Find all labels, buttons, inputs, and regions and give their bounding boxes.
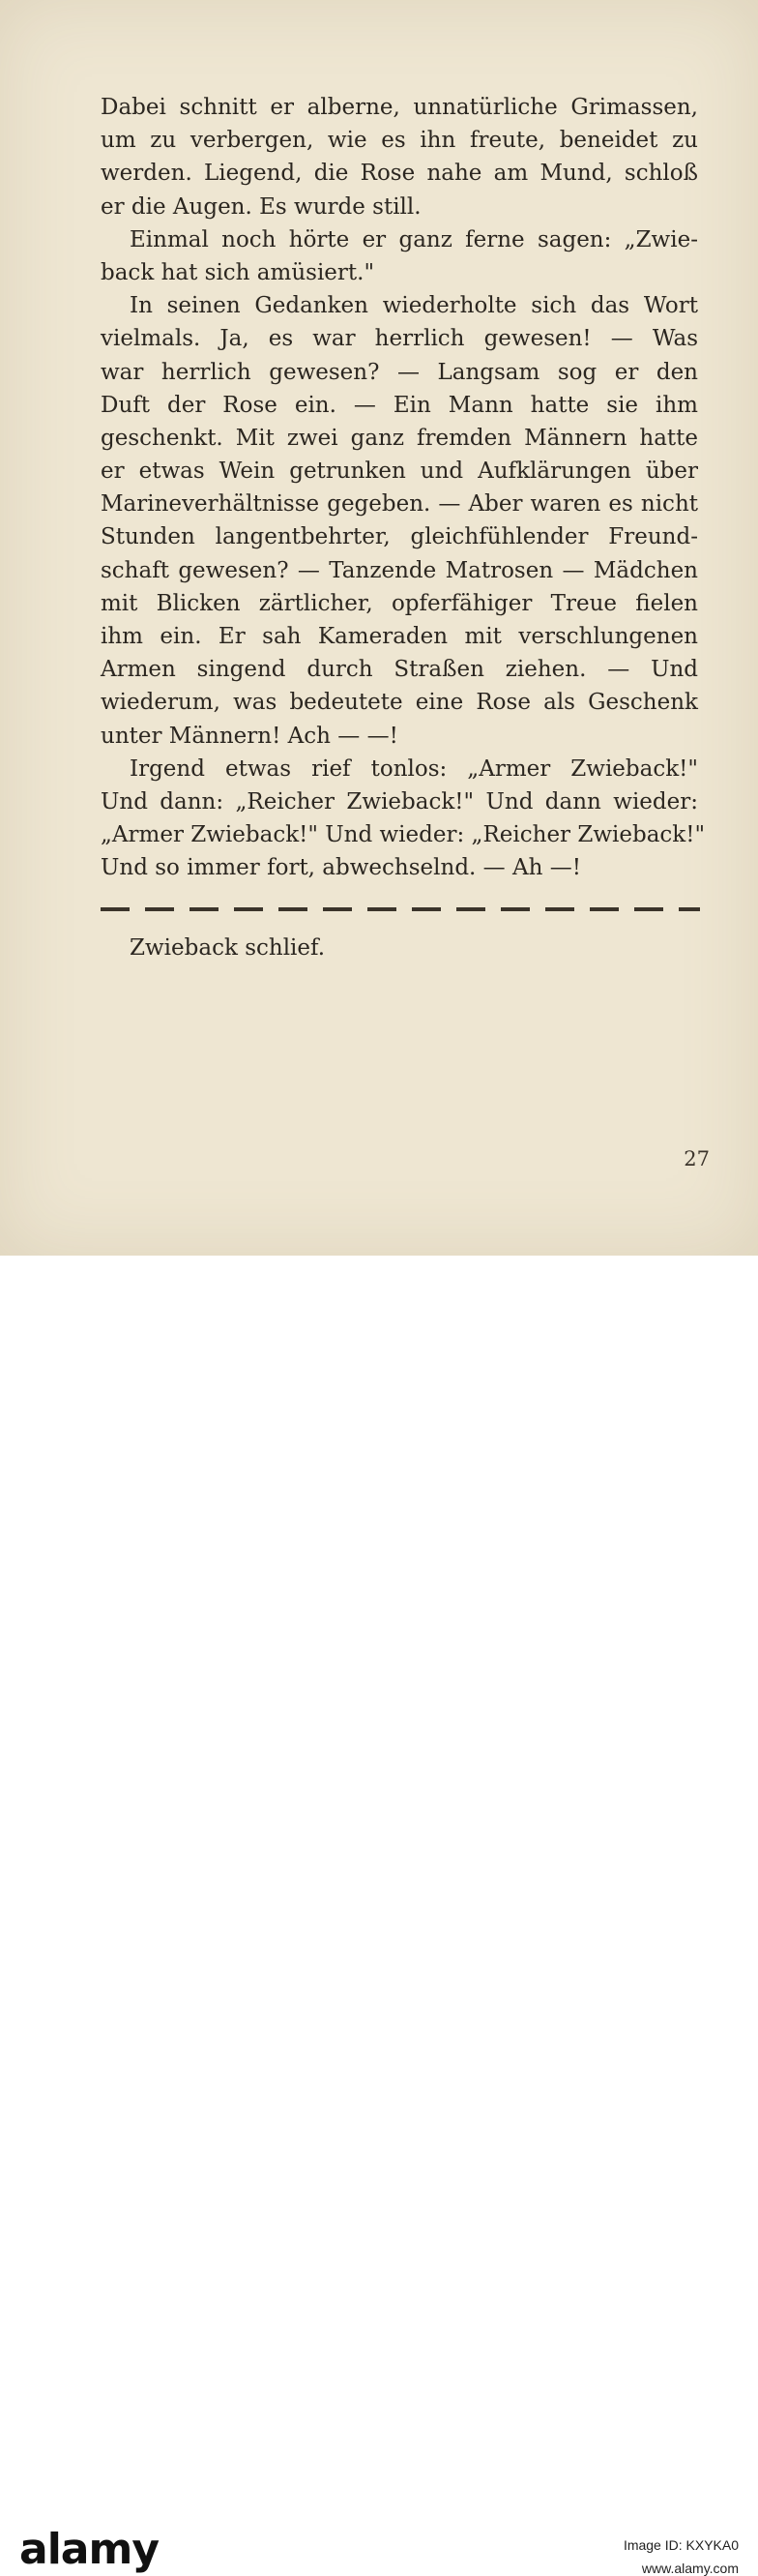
- text-line: er etwas Wein getrunken und Aufklärungen über: [101, 459, 698, 485]
- image-id-label: Image ID: KXYKA0: [623, 2537, 739, 2553]
- page-number: 27: [684, 1147, 710, 1170]
- text-line: Irgend etwas rief tonlos: „Armer Zwieback!": [130, 755, 698, 782]
- book-page: [0, 0, 758, 1256]
- text-line: Dabei schnitt er alberne, unnatürliche Grimassen,: [101, 95, 698, 120]
- text-line: Einmal noch hörte er ganz ferne sagen: „Zwie-: [130, 226, 698, 252]
- closing-line: Zwieback schlief.: [130, 935, 326, 961]
- text-line: geschenkt. Mit zwei ganz fremden Männern hatte: [101, 425, 698, 451]
- text-line: mit Blicken zärtlicher, opferfähiger Treue fielen: [101, 590, 698, 616]
- text-line: back hat sich amüsiert.": [101, 259, 375, 285]
- text-line: Duft der Rose ein. — Ein Mann hatte sie ihm: [101, 392, 698, 418]
- text-line: Marineverhältnisse gegeben. — Aber waren es nicht: [101, 491, 698, 518]
- text-line: Stunden langentbehrter, gleichfühlender Freund-: [101, 524, 698, 550]
- text-line: Und so immer fort, abwechselnd. — Ah —!: [101, 855, 581, 881]
- text-line: unter Männern! Ach — —!: [101, 723, 398, 749]
- text-line: „Armer Zwieback!" Und wieder: „Reicher Zwieback!": [101, 822, 706, 848]
- text-line: um zu verbergen, wie es ihn freute, beneidet zu: [101, 128, 698, 154]
- text-line: war herrlich gewesen? — Langsam sog er den: [101, 359, 698, 385]
- watermark-footer: [0, 1256, 758, 2576]
- text-line: werden. Liegend, die Rose nahe am Mund, schloß: [101, 161, 698, 187]
- text-line: ihm ein. Er sah Kameraden mit verschlungenen: [101, 624, 698, 649]
- text-line: Armen singend durch Straßen ziehen. — Und: [101, 657, 698, 683]
- text-line: vielmals. Ja, es war herrlich gewesen! — Was: [101, 326, 698, 352]
- text-line: er die Augen. Es wurde still.: [101, 193, 422, 220]
- body-text: [101, 91, 706, 885]
- text-line: schaft gewesen? — Tanzende Matrosen — Mädchen: [101, 557, 698, 583]
- text-line: wiederum, was bedeutete eine Rose als Geschenk: [101, 690, 698, 716]
- site-url-label: www.alamy.com: [641, 2561, 739, 2576]
- text-line: In seinen Gedanken wiederholte sich das Wort: [130, 293, 698, 319]
- text-line: Und dann: „Reicher Zwieback!" Und dann wieder:: [101, 788, 698, 814]
- dashed-separator: [101, 907, 700, 911]
- brand-logo: alamy: [19, 2525, 159, 2574]
